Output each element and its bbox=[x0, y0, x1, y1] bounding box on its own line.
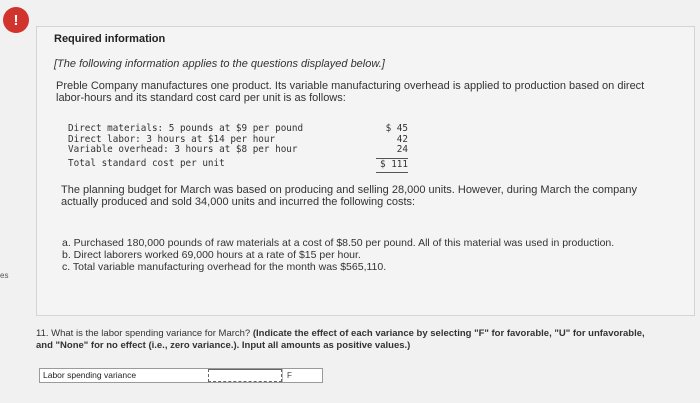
left-edge-text: es bbox=[0, 271, 9, 280]
cost-events-list bbox=[62, 237, 614, 274]
question-text bbox=[36, 328, 656, 352]
panel-title: Required information bbox=[54, 33, 166, 45]
question-prefix: 11. What is the labor spending variance for March? bbox=[36, 328, 253, 339]
panel-note: [The following information applies to the questions displayed below.] bbox=[54, 58, 385, 70]
answer-label: Labor spending variance bbox=[43, 370, 137, 380]
cost-amount: 42 bbox=[396, 133, 408, 145]
intro-text: Preble Company manufactures one product. Its variable manufacturing overhead is applied to production based on direct labor-hours and its standard cost card per unit is as follows: bbox=[56, 80, 645, 104]
cost-total-row bbox=[68, 158, 408, 170]
cost-label: Direct materials: 5 pounds at $9 per pound bbox=[68, 123, 304, 134]
answer-row bbox=[39, 368, 323, 383]
variance-effect-select[interactable]: F bbox=[282, 369, 322, 382]
list-item: a. Purchased 180,000 pounds of raw materials at a cost of $8.50 per pound. All of this material was used in production. bbox=[62, 237, 615, 249]
cost-total-amount: $ 111 bbox=[376, 158, 408, 171]
list-item: c. Total variable manufacturing overhead for the month was $565,110. bbox=[62, 261, 387, 274]
cost-label: Direct labor: 3 hours at $14 per hour bbox=[68, 133, 276, 145]
cost-label: Variable overhead: 3 hours at $8 per hour bbox=[68, 144, 298, 156]
standard-cost-card bbox=[68, 124, 408, 170]
required-information-panel bbox=[36, 26, 695, 316]
alert-icon: ! bbox=[3, 7, 29, 33]
question-instructions: (Indicate the effect of each variance by selecting "F" for favorable, "U" for unfavorable, and "None" for no effect (i.e., zero variance.). Input all amounts as positive values.) bbox=[36, 328, 645, 351]
cost-row bbox=[68, 145, 408, 156]
cost-total-label: Total standard cost per unit bbox=[68, 158, 225, 170]
cost-amount: 24 bbox=[396, 144, 408, 156]
labor-spending-variance-input[interactable] bbox=[208, 369, 282, 382]
list-item: b. Direct laborers worked 69,000 hours at a rate of $15 per hour. bbox=[62, 249, 361, 262]
planning-budget-text: The planning budget for March was based on producing and selling 28,000 units. However, during March the company actually produced and sold 34,000 units and incurred the following costs: bbox=[61, 184, 638, 208]
cost-amount: $ 45 bbox=[385, 123, 408, 134]
